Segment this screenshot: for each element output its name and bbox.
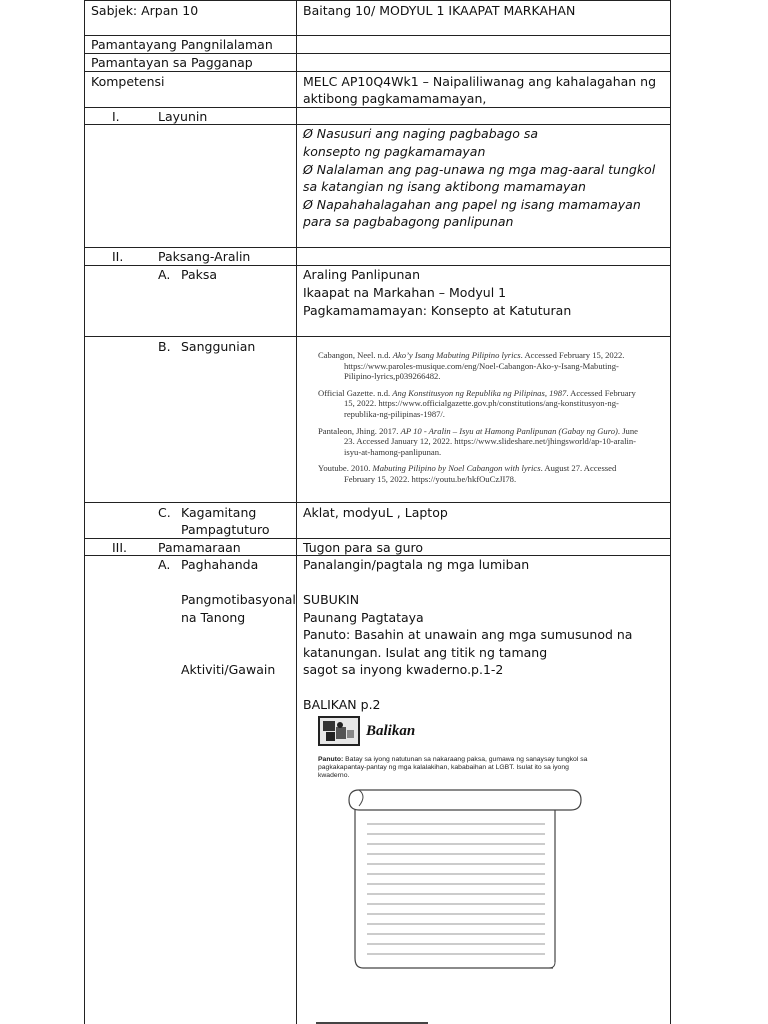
- reference-entry: Youtube. 2010. Mabuting Pilipino by Noel Cabangon with lyrics. August 27. Accessed February 15, 2022. https://youtu.be/hkfOuCzJI78.: [318, 463, 617, 484]
- scroll-illustration: [345, 786, 585, 970]
- competency-text: MELC AP10Q4Wk1 – Naipaliliwanag ang kahalagahan ng: [303, 74, 657, 89]
- materials-value: Aklat, modyuL , Laptop: [303, 505, 448, 520]
- table-border: [84, 336, 671, 337]
- objective-item: Ø Nasusuri ang naging pagbabago sa: [303, 126, 539, 141]
- materials-label: Kagamitang: [181, 505, 257, 520]
- motivation-label: Pangmotibasyonal: [181, 592, 296, 607]
- instruction-text: Panuto: Basahin at unawain ang mga sumusunod na: [303, 627, 633, 642]
- content-standard-label: Pamantayang Pangnilalaman: [91, 37, 273, 52]
- references-list: [318, 350, 638, 491]
- preparation-label: Paghahanda: [181, 557, 259, 572]
- section-number: I.: [112, 109, 120, 124]
- competency-text: aktibong pagkamamamayan,: [303, 91, 487, 106]
- grade-module-label: Baitang 10/ MODYUL 1 IKAAPAT MARKAHAN: [303, 3, 576, 18]
- balikan-title: Balikan: [366, 722, 416, 739]
- competency-label: Kompetensi: [91, 74, 165, 89]
- objective-item: para sa pagbabagong panlipunan: [303, 214, 514, 229]
- item-letter: A.: [158, 267, 171, 282]
- reference-entry: Official Gazette. n.d. Ang Konstitusyon ng Republika ng Pilipinas, 1987. Accessed February 15, 2022. https://www.officialgazette.gov.ph/constitutions/ang-konstitusyon-ng-republika-ng-pilipinas-1987/.: [318, 387, 636, 419]
- objective-item: konsepto ng pagkamamayan: [303, 144, 486, 159]
- objective-item: sa katangian ng isang aktibong mamamayan: [303, 179, 586, 194]
- topic-text: Pagkamamamayan: Konsepto at Katuturan: [303, 303, 572, 318]
- balikan-instruction: Panuto: Batay sa iyong natutunan sa nakaraang paksa, gumawa ng sanaysay tungkol sa pagkakapantay-pantay ng mga kalalakihan, kababaihan at LGBT. Isulat ito sa iyong kwaderno.: [318, 756, 588, 779]
- item-letter: B.: [158, 339, 171, 354]
- objective-item: Ø Nalalaman ang pag-unawa ng mga mag-aaral tungkol: [303, 162, 656, 177]
- table-border: [84, 502, 671, 503]
- section-number: III.: [112, 540, 128, 555]
- preparation-value: Panalangin/pagtala ng mga lumiban: [303, 557, 530, 572]
- subukin-heading: SUBUKIN: [303, 592, 360, 607]
- puzzle-icon: [318, 716, 360, 746]
- references-label: Sanggunian: [181, 339, 256, 354]
- subject-matter-label: Paksang-Aralin: [158, 249, 251, 264]
- table-border: [84, 0, 85, 1024]
- topic-text: Araling Panlipunan: [303, 267, 420, 282]
- reference-entry: Cabangon, Neel. n.d. Ako’y Isang Mabuting Pilipino lyrics. Accessed February 15, 2022. https://www.paroles-musique.com/eng/Noel-Cabangon-Ako-y-Isang-Mabuting-Pilipino-lyrics,p039266482.: [318, 350, 625, 382]
- table-border: [670, 0, 671, 1024]
- materials-label: Pampagtuturo: [181, 522, 270, 537]
- item-letter: C.: [158, 505, 171, 520]
- pretest-heading: Paunang Pagtataya: [303, 610, 424, 625]
- procedure-value: Tugon para sa guro: [303, 540, 424, 555]
- reference-entry: Pantaleon, Jhing. 2017. AP 10 - Aralin – Isyu at Hamong Panlipunan (Gabay ng Guro). June 23. Accessed January 12, 2022. https://www.slideshare.net/jhingsworld/ap-10-aralin-isyu-at-hamong-panlipunan.: [318, 425, 638, 457]
- procedure-label: Pamamaraan: [158, 540, 241, 555]
- objective-item: Ø Napahahalagahan ang papel ng isang mamamayan: [303, 197, 641, 212]
- objectives-label: Layunin: [158, 109, 208, 124]
- motivation-label: na Tanong: [181, 610, 246, 625]
- section-number: II.: [112, 249, 124, 264]
- item-letter: A.: [158, 557, 171, 572]
- balikan-reference: BALIKAN p.2: [303, 697, 381, 712]
- table-border: [84, 0, 671, 1]
- performance-standard-label: Pamantayan sa Pagganap: [91, 55, 253, 70]
- instruction-text: sagot sa inyong kwaderno.p.1-2: [303, 662, 504, 677]
- subject-label: Sabjek: Arpan 10: [91, 3, 199, 18]
- topic-label: Paksa: [181, 267, 218, 282]
- activity-label: Aktiviti/Gawain: [181, 662, 276, 677]
- topic-text: Ikaapat na Markahan – Modyul 1: [303, 285, 507, 300]
- instruction-text: katanungan. Isulat ang titik ng tamang: [303, 645, 548, 660]
- table-border: [296, 0, 297, 1024]
- balikan-card: [318, 716, 588, 780]
